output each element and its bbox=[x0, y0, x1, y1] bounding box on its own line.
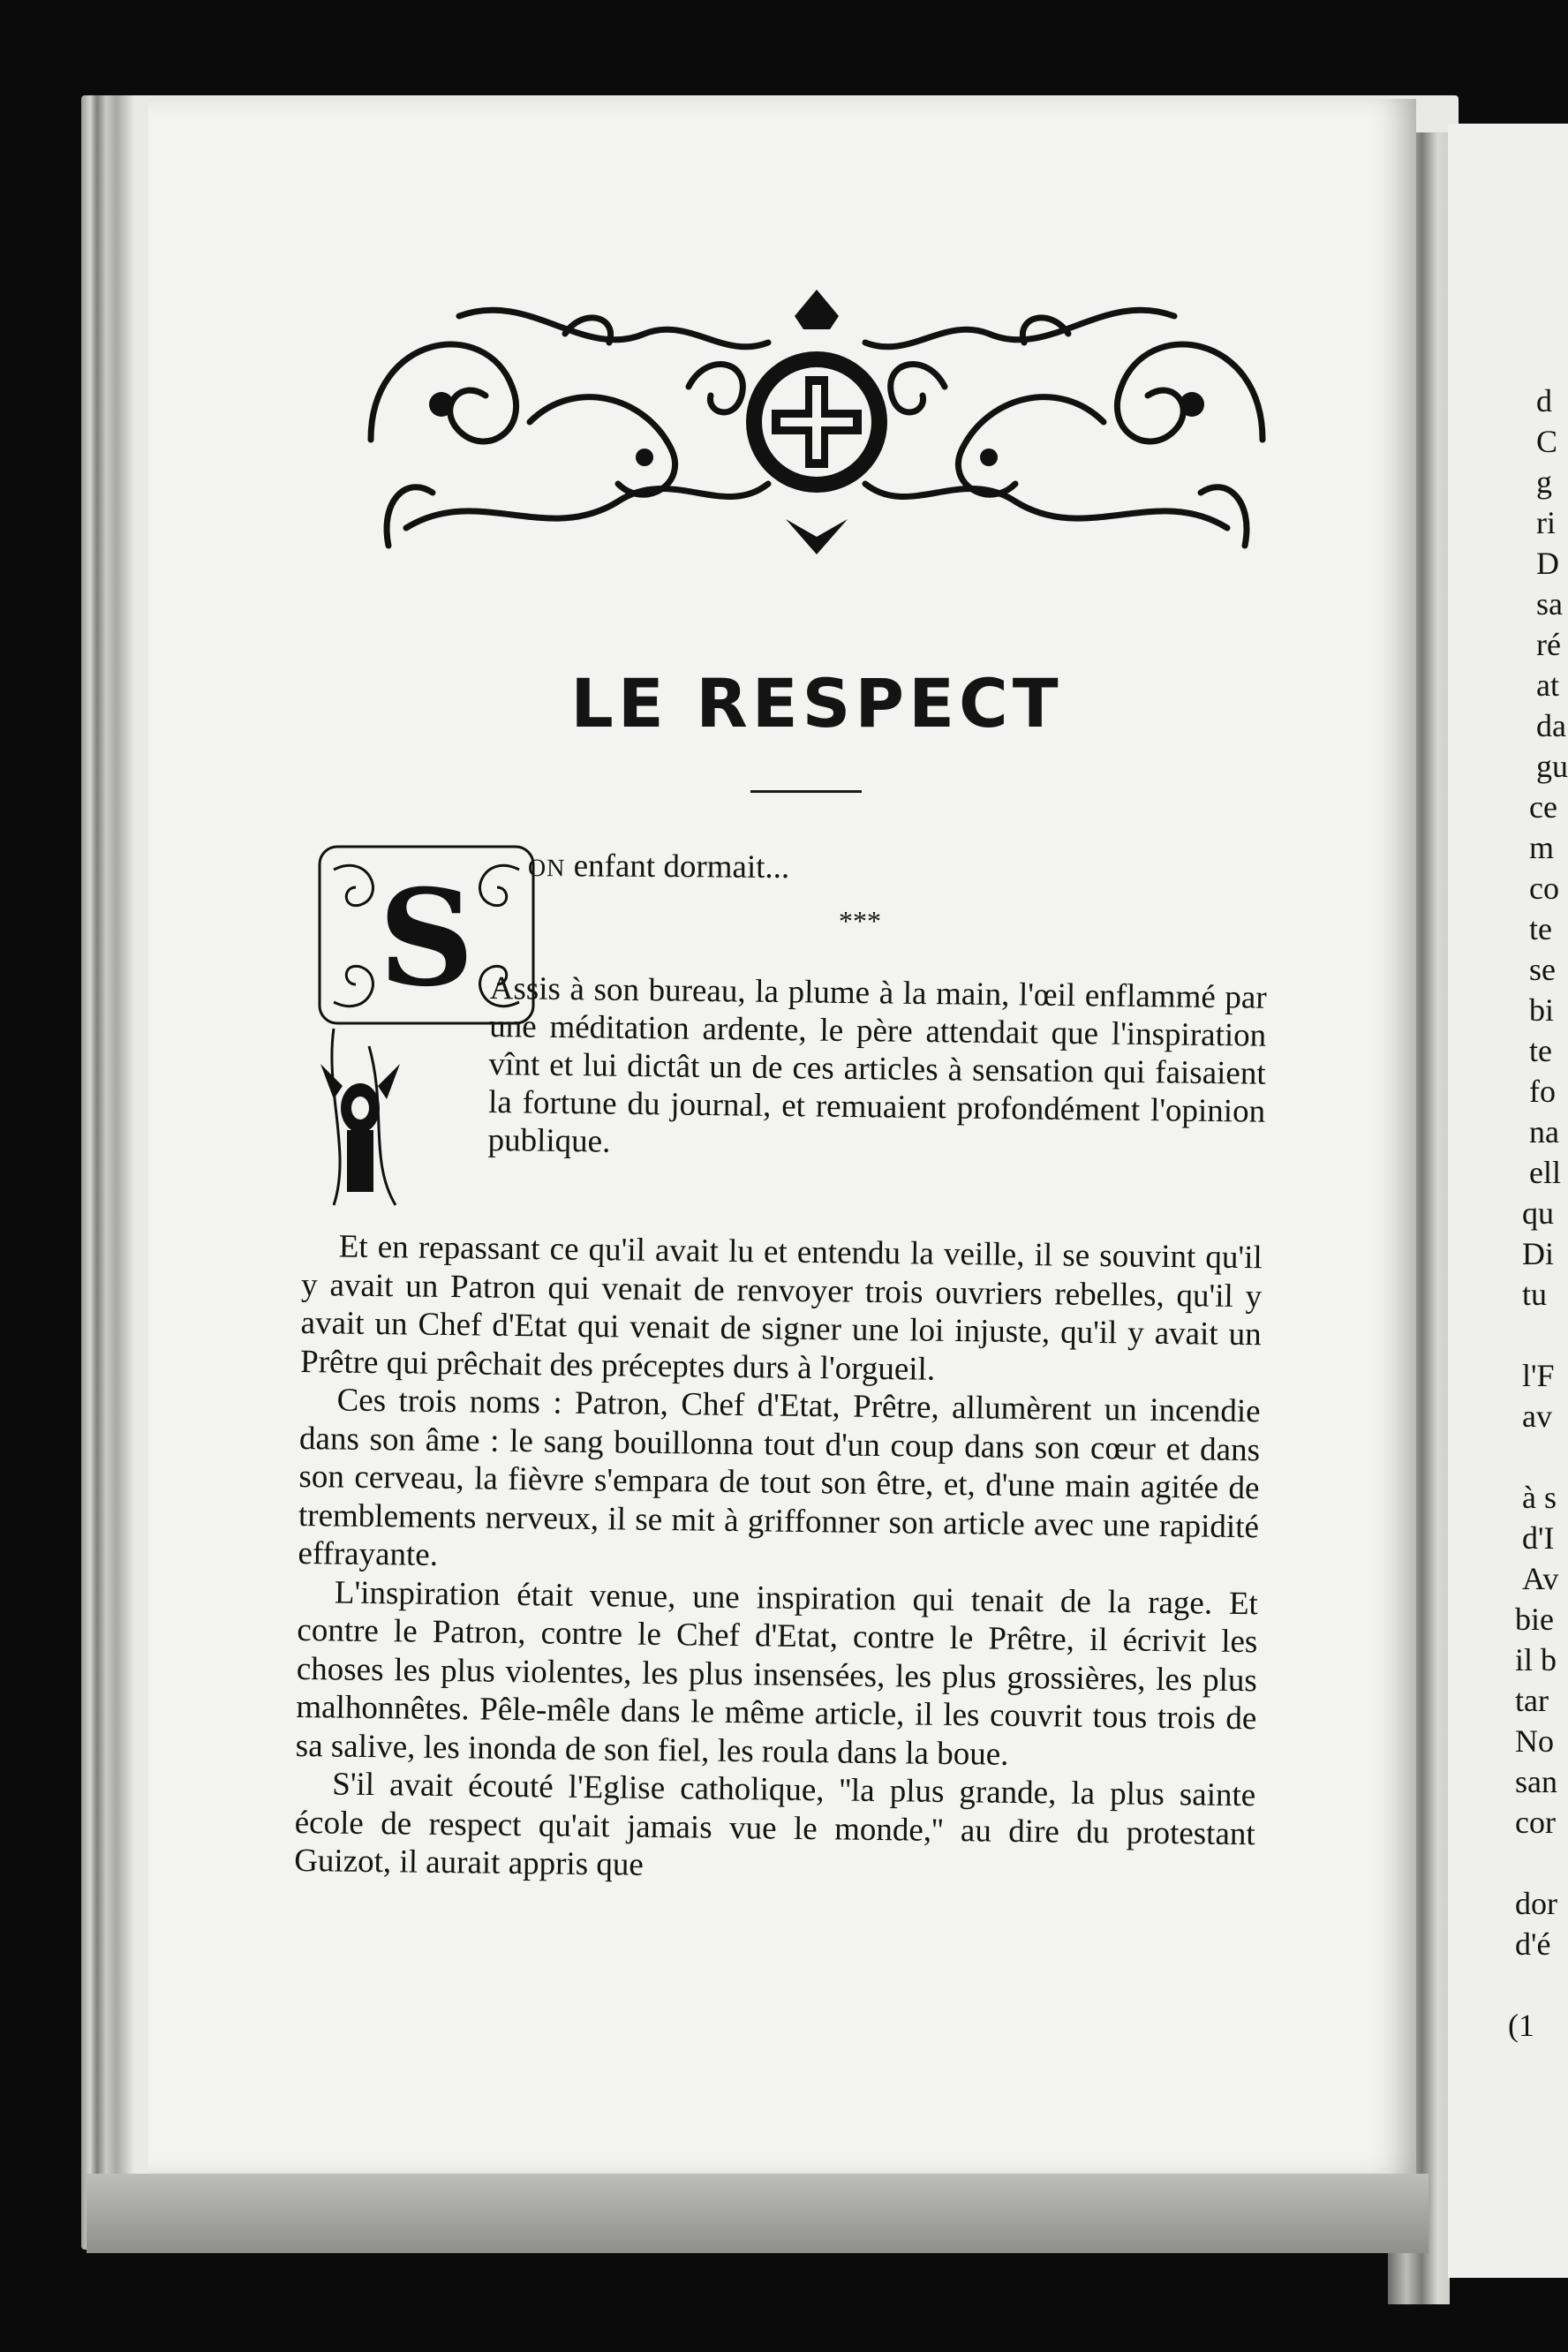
facing-page-fragment: sa bbox=[1536, 586, 1563, 622]
facing-page-fragment: fo bbox=[1529, 1074, 1556, 1109]
facing-page-fragment: cor bbox=[1515, 1805, 1556, 1840]
opening-line bbox=[528, 847, 790, 889]
opening-smallcaps: ON bbox=[527, 854, 566, 883]
facing-page-fragment: gu bbox=[1536, 749, 1568, 784]
facing-page-fragment: d'I bbox=[1522, 1520, 1555, 1556]
chapter-title: LE RESPECT bbox=[570, 664, 1063, 743]
facing-page-fragment: C bbox=[1536, 424, 1558, 459]
facing-page-fragment: D bbox=[1536, 546, 1559, 581]
facing-page-fragment: co bbox=[1529, 871, 1559, 906]
facing-page-fragment: (1 bbox=[1508, 2008, 1534, 2043]
facing-page-fragment: l'F bbox=[1522, 1358, 1555, 1393]
facing-page-fragment: No bbox=[1515, 1723, 1554, 1759]
facing-page-fragment: ri bbox=[1536, 505, 1556, 540]
asterism: *** bbox=[839, 905, 881, 937]
facing-page-fragment: il b bbox=[1515, 1642, 1557, 1677]
paragraph-beside-dropcap: Assis à son bureau, la plume à la main, l'œil enflammé par une méditation ardente, le père attendait que l'inspiration vînt et lui dictât un de ces articles à sensation qui faisaient la fortune du journal, et remuaient profondément l'opinion publique. bbox=[487, 969, 1267, 1160]
svg-text:S: S bbox=[378, 861, 475, 1016]
facing-page-fragment: m bbox=[1529, 830, 1555, 865]
header-ornament bbox=[353, 281, 1280, 572]
facing-page-fragment: ré bbox=[1536, 627, 1561, 662]
facing-page-fragment: at bbox=[1536, 667, 1559, 703]
opening-text: enfant dormait... bbox=[565, 848, 790, 886]
facing-page-fragment: g bbox=[1536, 464, 1552, 500]
paragraph: Et en repassant ce qu'il avait lu et entendu la veille, il se souvint qu'il y avait un Patron qui venait de renvoyer trois ouvriers rebelles, qu'il y avait un Chef d'Etat qui venait de signer une loi injuste, qu'il y avait un Prêtre qui prêchait des préceptes durs à l'orgueil. bbox=[299, 1228, 1263, 1388]
page-bottom-edge bbox=[87, 2174, 1429, 2253]
facing-page-fragment: Di bbox=[1522, 1236, 1554, 1271]
facing-page-fragment: se bbox=[1529, 952, 1556, 987]
facing-page-fragment: bi bbox=[1529, 992, 1555, 1028]
facing-page-fragment: ce bbox=[1529, 789, 1557, 825]
facing-page-fragment: d bbox=[1536, 383, 1552, 418]
facing-page-fragment: na bbox=[1529, 1114, 1559, 1150]
facing-page-fragment: d'é bbox=[1515, 1926, 1551, 1962]
body-text bbox=[294, 1227, 1263, 1892]
paragraph: Ces trois noms : Patron, Chef d'Etat, Prêtre, allumèrent un incendie dans son âme : le sang bouillonna tout d'un coup dans son cœur et dans son cerveau, la fièvre s'empara de tout son être, et, d'une main agitée de tremblements nerveux, il se mit à griffonner son article avec une rapidité effrayante. bbox=[298, 1382, 1261, 1573]
title-rule bbox=[750, 790, 862, 793]
facing-page-fragment: te bbox=[1529, 911, 1552, 946]
facing-page-fragment: tar bbox=[1515, 1683, 1549, 1718]
facing-page-fragment: à s bbox=[1522, 1480, 1557, 1515]
facing-page-fragment: da bbox=[1536, 708, 1566, 743]
facing-page-fragment: te bbox=[1529, 1033, 1552, 1068]
facing-page-fragment: tu bbox=[1522, 1277, 1548, 1312]
facing-page bbox=[1448, 124, 1568, 2278]
paragraph: L'inspiration était venue, une inspiration qui tenait de la rage. Et contre le Patron, contre le Chef d'Etat, contre le Prêtre, il écrivit les choses les plus violentes, les plus insensées, les plus grossières, les plus malhonnêtes. Pêle-mêle dans le même article, il les couvrit tous trois de sa salive, les inonda de son fiel, les roula dans la boue. bbox=[295, 1573, 1259, 1773]
paragraph: S'il avait écouté l'Eglise catholique, ''la plus grande, la plus sainte école de respect qu'ait jamais vue le monde,'' au dire du protestant Guizot, il aurait appris que bbox=[293, 1766, 1256, 1883]
facing-page-fragment: dor bbox=[1515, 1886, 1557, 1921]
facing-page-fragment: bie bbox=[1515, 1602, 1554, 1637]
facing-page-fragment: san bbox=[1515, 1764, 1557, 1799]
facing-page-fragment: av bbox=[1522, 1398, 1552, 1434]
facing-page-fragment: Av bbox=[1522, 1561, 1559, 1596]
facing-page-fragment: qu bbox=[1522, 1195, 1554, 1231]
facing-page-fragment: ell bbox=[1529, 1155, 1561, 1190]
